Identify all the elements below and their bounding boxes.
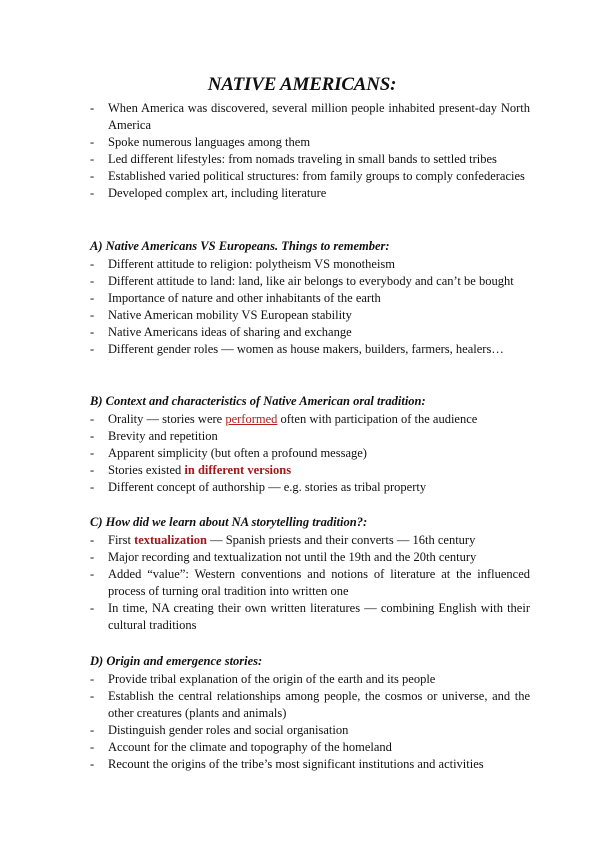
- list-item: [90, 739, 530, 756]
- item-text: often with participation of the audience: [277, 412, 478, 426]
- item-text: Native Americans ideas of sharing and exchange: [108, 325, 352, 339]
- section-c: [90, 514, 530, 634]
- section-b-heading: B) Context and characteristics of Native American oral tradition:: [90, 394, 426, 408]
- bullet-dash: -: [90, 601, 95, 615]
- section-a: [90, 238, 530, 358]
- bullet-dash: -: [90, 429, 95, 443]
- item-text: Added “value”: Western conventions and notions of literature at the influenced process of turning oral tradition into written one: [108, 567, 530, 598]
- bullet-dash: -: [90, 342, 95, 356]
- section-d-list: [90, 671, 530, 773]
- bullet-dash: -: [90, 308, 95, 322]
- item-text: Establish the central relationships among people, the cosmos or universe, and the other creatures (plants and animals): [108, 689, 530, 720]
- bullet-dash: -: [90, 291, 95, 305]
- bullet-dash: -: [90, 152, 95, 166]
- bullet-dash: -: [90, 740, 95, 754]
- section-c-heading: C) How did we learn about NA storytelling tradition?:: [90, 515, 368, 529]
- item-text: Native American mobility VS European stability: [108, 308, 352, 322]
- bullet-dash: -: [90, 567, 95, 581]
- list-item: [90, 185, 530, 202]
- item-text: Orality — stories were: [108, 412, 226, 426]
- item-text: First: [108, 533, 135, 547]
- item-text: In time, NA creating their own written literatures — combining English with their cultural traditions: [108, 601, 530, 632]
- list-item: [90, 168, 530, 185]
- bullet-dash: -: [90, 135, 95, 149]
- list-item: [90, 411, 530, 428]
- item-text: Apparent simplicity (but often a profound message): [108, 446, 367, 460]
- bullet-dash: -: [90, 186, 95, 200]
- bullet-dash: -: [90, 533, 95, 547]
- item-text: Importance of nature and other inhabitants of the earth: [108, 291, 381, 305]
- item-text: Stories existed: [108, 463, 185, 477]
- list-item: [90, 273, 530, 290]
- item-text: Major recording and textualization not until the 19th and the 20th century: [108, 550, 477, 564]
- list-item: [90, 341, 530, 358]
- list-item: [90, 100, 530, 134]
- list-item: [90, 671, 530, 688]
- list-item: [90, 462, 530, 479]
- list-item: [90, 256, 530, 273]
- list-item: [90, 324, 530, 341]
- list-item: [90, 428, 530, 445]
- bullet-dash: -: [90, 274, 95, 288]
- section-b-list: [90, 411, 530, 496]
- bullet-dash: -: [90, 446, 95, 460]
- bullet-dash: -: [90, 257, 95, 271]
- title-text: NATIVE AMERICANS:: [207, 74, 397, 95]
- intro-section: [90, 100, 530, 202]
- item-text: — Spanish priests and their converts — 16th century: [206, 533, 476, 547]
- list-item: [90, 600, 530, 634]
- list-item: [90, 722, 530, 739]
- list-item: [90, 566, 530, 600]
- list-item: [90, 549, 530, 566]
- bullet-dash: -: [90, 101, 95, 115]
- list-item: [90, 756, 530, 773]
- item-text: Spoke numerous languages among them: [108, 135, 311, 149]
- bullet-dash: -: [90, 689, 95, 703]
- item-text: Recount the origins of the tribe’s most significant institutions and activities: [108, 757, 484, 771]
- item-text: Different gender roles — women as house makers, builders, farmers, healers…: [108, 342, 504, 356]
- section-a-heading: A) Native Americans VS Europeans. Things to remember:: [90, 239, 390, 253]
- list-item: [90, 151, 530, 168]
- list-item: [90, 479, 530, 496]
- list-item: [90, 532, 530, 549]
- list-item: [90, 134, 530, 151]
- list-item: [90, 290, 530, 307]
- list-item: [90, 688, 530, 722]
- page-title: [0, 74, 600, 96]
- bullet-dash: -: [90, 463, 95, 477]
- section-d: [90, 653, 530, 773]
- bullet-dash: -: [90, 169, 95, 183]
- section-d-heading: D) Origin and emergence stories:: [90, 654, 263, 668]
- item-text: Account for the climate and topography of the homeland: [108, 740, 392, 754]
- bullet-dash: -: [90, 672, 95, 686]
- item-text: Established varied political structures: from family groups to comply confederacies: [108, 169, 525, 183]
- bullet-dash: -: [90, 757, 95, 771]
- bullet-dash: -: [90, 480, 95, 494]
- section-a-list: [90, 256, 530, 358]
- section-c-list: [90, 532, 530, 634]
- highlight-versions: in different versions: [184, 463, 292, 477]
- list-item: [90, 307, 530, 324]
- bullet-dash: -: [90, 550, 95, 564]
- item-text: Distinguish gender roles and social organisation: [108, 723, 349, 737]
- item-text: Different attitude to land: land, like air belongs to everybody and can’t be bought: [108, 274, 514, 288]
- highlight-textualization: textualization: [134, 533, 207, 547]
- bullet-dash: -: [90, 412, 95, 426]
- item-text: Led different lifestyles: from nomads traveling in small bands to settled tribes: [108, 152, 497, 166]
- highlight-performed: performed: [225, 412, 278, 426]
- bullet-dash: -: [90, 723, 95, 737]
- section-b: [90, 393, 530, 496]
- item-text: Different concept of authorship — e.g. stories as tribal property: [108, 480, 427, 494]
- bullet-dash: -: [90, 325, 95, 339]
- item-text: Different attitude to religion: polytheism VS monotheism: [108, 257, 396, 271]
- item-text: When America was discovered, several million people inhabited present-day North America: [108, 101, 530, 132]
- item-text: Provide tribal explanation of the origin of the earth and its people: [108, 672, 436, 686]
- item-text: Brevity and repetition: [108, 429, 218, 443]
- intro-list: [90, 100, 530, 202]
- item-text: Developed complex art, including literature: [108, 186, 327, 200]
- list-item: [90, 445, 530, 462]
